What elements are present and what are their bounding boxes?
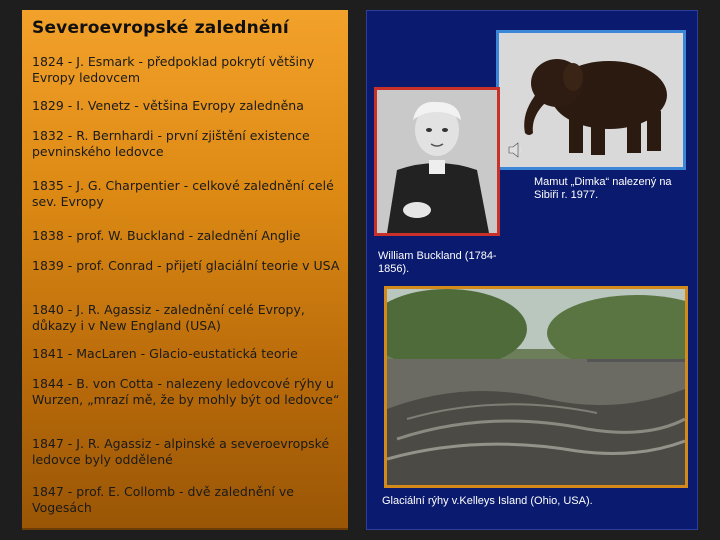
timeline-entry-1841: 1841 - MacLaren - Glacio-eustatická teorie xyxy=(32,346,298,361)
striations-illustration xyxy=(387,289,685,485)
timeline-entry-1839: 1839 - prof. Conrad - přijetí glaciální teorie v USA xyxy=(32,258,340,273)
timeline-entry-1844: 1844 - B. von Cotta - nalezeny ledovcové rýhy u Wurzen, „mrazí mě, že by mohly být od ledovce“ xyxy=(32,376,340,407)
buckland-caption: William Buckland (1784-1856). xyxy=(378,250,497,275)
timeline-entry-1838: 1838 - prof. W. Buckland - zalednění Anglie xyxy=(32,228,301,243)
buckland-portrait xyxy=(374,87,500,236)
timeline-panel xyxy=(22,10,348,530)
timeline-entry-1832: 1832 - R. Bernhardi - první zjištění existence pevninského ledovce xyxy=(32,128,310,159)
speaker-icon[interactable] xyxy=(506,140,526,160)
timeline-entry-1829: 1829 - I. Venetz - většina Evropy zaledněna xyxy=(32,98,304,113)
mammoth-caption: Mamut „Dimka“ nalezený na Sibiři r. 1977. xyxy=(534,176,672,201)
timeline-entry-1847-collomb: 1847 - prof. E. Collomb - dvě zalednění ve Vogesách xyxy=(32,484,294,515)
timeline-entry-1840: 1840 - J. R. Agassiz - zalednění celé Evropy, důkazy i v New England (USA) xyxy=(32,302,305,333)
slide-title: Severoevropské zalednění xyxy=(32,18,289,38)
timeline-entry-1835: 1835 - J. G. Charpentier - celkové zalednění celé sev. Evropy xyxy=(32,178,334,209)
portrait-illustration xyxy=(377,90,497,233)
timeline-entry-1847-agassiz: 1847 - J. R. Agassiz - alpinské a severoevropské ledovce byly oddělené xyxy=(32,436,330,467)
striations-caption: Glaciální rýhy v.Kelleys Island (Ohio, USA). xyxy=(382,495,593,507)
timeline-entry-1824: 1824 - J. Esmark - předpoklad pokrytí většiny Evropy ledovcem xyxy=(32,54,315,85)
mammoth-illustration xyxy=(499,33,683,167)
glacial-striations-photo xyxy=(384,286,688,488)
